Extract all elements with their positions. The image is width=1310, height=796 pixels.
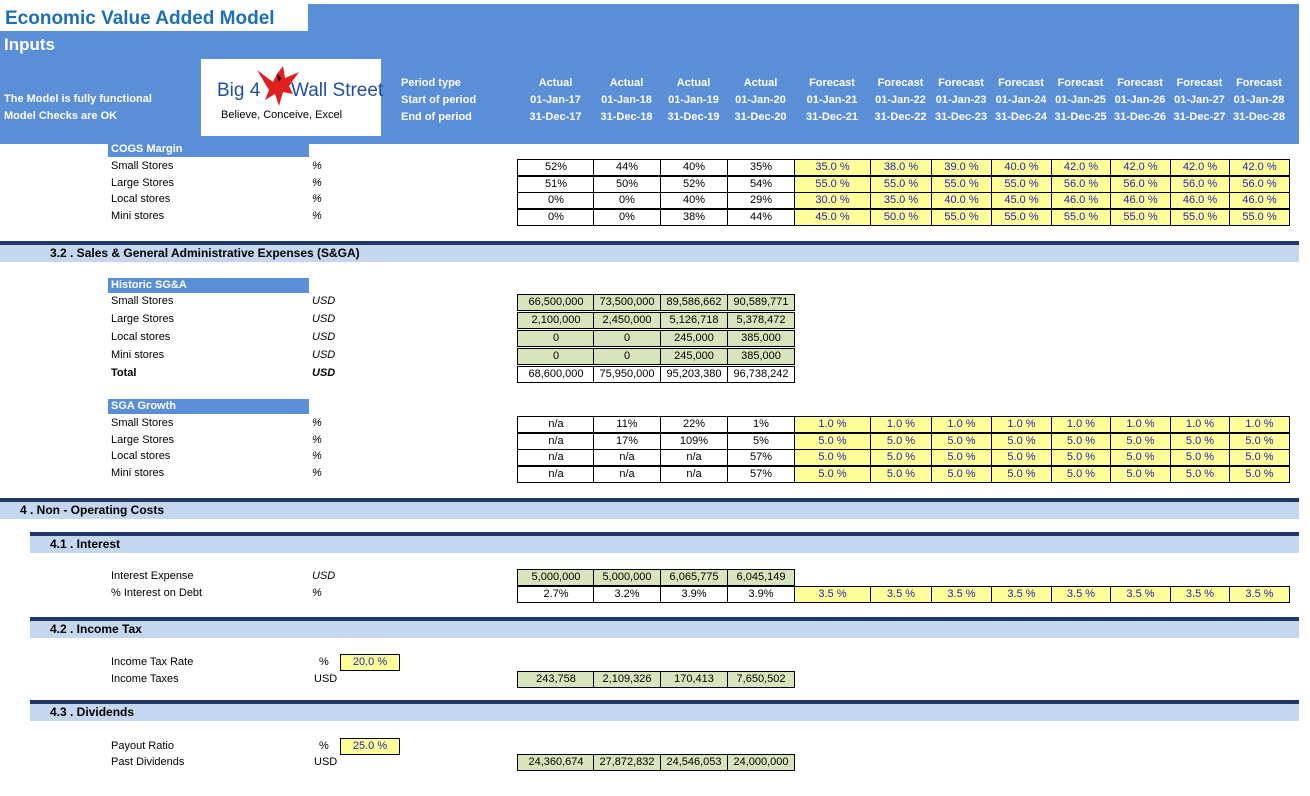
logo-big4: Big 4 [217, 80, 261, 101]
table-cell: 5,378,472 [727, 312, 795, 329]
table-cell: 0 [593, 330, 661, 347]
dividends-title: 4.3 . Dividends [30, 704, 1299, 721]
table-cell: 0 [517, 348, 595, 365]
row-unit: % [312, 466, 322, 479]
column-type-9: Forecast [1117, 77, 1163, 89]
table-cell: n/a [593, 449, 661, 466]
table-cell[interactable]: 46.0 % [1110, 192, 1171, 209]
column-end-3: 31-Dec-20 [734, 111, 787, 123]
table-cell[interactable]: 1.0 % [1170, 416, 1230, 433]
table-cell[interactable]: 3.5 % [794, 586, 871, 603]
table-cell[interactable]: 1.0 % [991, 416, 1052, 433]
table-cell[interactable]: 55.0 % [1051, 209, 1111, 226]
column-start-10: 01-Jan-27 [1174, 94, 1225, 106]
table-cell: 24,546,053 [660, 754, 728, 771]
table-cell: 0 [517, 330, 595, 347]
column-start-6: 01-Jan-23 [935, 94, 987, 106]
table-cell: 57% [727, 466, 795, 483]
column-type-5: Forecast [877, 77, 924, 89]
table-cell: 243,758 [517, 671, 595, 688]
column-start-4: 01-Jan-21 [806, 94, 858, 106]
table-cell[interactable]: 56.0 % [1110, 176, 1171, 193]
table-cell: 2,100,000 [517, 312, 595, 329]
table-cell: 44% [593, 159, 661, 176]
table-cell[interactable]: 30.0 % [794, 192, 871, 209]
row-label: Large Stores [111, 176, 174, 189]
cogs-margin-header: COGS Margin [108, 142, 309, 157]
table-cell[interactable]: 5.0 % [1051, 466, 1111, 483]
table-cell[interactable]: 35.0 % [870, 192, 932, 209]
row-unit: % [312, 160, 322, 172]
table-cell[interactable]: 55.0 % [991, 176, 1052, 193]
table-cell[interactable]: 55.0 % [991, 209, 1052, 226]
row-label: Large Stores [111, 433, 174, 446]
row-label: Small Stores [111, 417, 174, 429]
non-operating-title: 4 . Non - Operating Costs [0, 502, 1299, 519]
column-type-11: Forecast [1236, 77, 1282, 89]
table-cell: 0% [593, 209, 661, 226]
table-cell[interactable]: 5.0 % [931, 433, 992, 450]
table-cell: n/a [593, 466, 661, 483]
column-end-1: 31-Dec-18 [600, 111, 653, 123]
historic-sga-header: Historic SG&A [108, 278, 309, 293]
table-cell: 0% [517, 192, 595, 209]
row-label: Local stores [111, 450, 171, 462]
row-unit: % [312, 433, 322, 446]
column-type-3: Actual [743, 77, 778, 89]
table-cell: 73,500,000 [593, 294, 661, 311]
table-cell: 24,000,000 [727, 754, 795, 771]
row-label: Mini stores [111, 349, 165, 361]
table-cell[interactable]: 5.0 % [1170, 433, 1230, 450]
table-cell[interactable]: 5.0 % [870, 433, 932, 450]
table-cell[interactable]: 3.5 % [1229, 586, 1290, 603]
table-cell: 29% [727, 192, 795, 209]
column-start-5: 01-Jan-22 [875, 94, 926, 106]
column-start-9: 01-Jan-26 [1114, 94, 1166, 106]
column-type-4: Forecast [809, 77, 855, 89]
table-cell[interactable]: 3.5 % [1051, 586, 1111, 603]
column-type-7: Forecast [998, 77, 1044, 89]
table-cell[interactable]: 3.5 % [931, 586, 992, 603]
row-label: Large Stores [111, 313, 174, 325]
column-end-10: 31-Dec-27 [1173, 111, 1226, 123]
table-cell: 35% [727, 159, 795, 176]
table-cell: 109% [660, 433, 728, 450]
row-unit: USD [312, 349, 336, 361]
table-cell[interactable]: 5.0 % [870, 449, 932, 466]
column-start-7: 01-Jan-24 [995, 94, 1047, 106]
row-label: Local stores [111, 331, 171, 343]
table-cell: 2,109,326 [593, 671, 661, 688]
table-cell: 5,126,718 [660, 312, 728, 329]
table-cell[interactable]: 55.0 % [1170, 209, 1230, 226]
table-cell[interactable]: 42.0 % [1051, 159, 1111, 176]
logo-wallstreet: Wall Street [291, 80, 384, 101]
table-cell[interactable]: 5.0 % [794, 449, 871, 466]
table-cell[interactable]: 56.0 % [1051, 176, 1111, 193]
column-type-1: Actual [609, 77, 644, 89]
table-cell[interactable]: 5.0 % [1051, 433, 1111, 450]
table-cell: 5,000,000 [517, 569, 595, 586]
status-functional: The Model is fully functional [4, 93, 152, 105]
column-end-5: 31-Dec-22 [874, 111, 927, 123]
table-cell[interactable]: 5.0 % [1110, 449, 1171, 466]
table-cell[interactable]: 5.0 % [870, 466, 932, 483]
table-cell[interactable]: 3.5 % [991, 586, 1052, 603]
column-end-0: 31-Dec-17 [529, 111, 582, 123]
column-end-2: 31-Dec-19 [667, 111, 720, 123]
column-start-11: 01-Jan-28 [1233, 94, 1285, 106]
table-cell[interactable]: 5.0 % [1170, 466, 1230, 483]
table-cell: 6,065,775 [660, 569, 728, 586]
period-type-label: Period type [401, 77, 461, 89]
table-cell: 66,500,000 [517, 294, 595, 311]
row-unit: % [312, 587, 322, 599]
table-cell: 17% [593, 433, 661, 450]
table-cell[interactable]: 3.5 % [1110, 586, 1171, 603]
income-taxes-label: Income Taxes [111, 673, 179, 685]
table-cell: 3.9% [660, 586, 728, 603]
table-cell: 245,000 [660, 330, 728, 347]
table-cell: 7,650,502 [727, 671, 795, 688]
table-cell: 57% [727, 449, 795, 466]
table-cell[interactable]: 55.0 % [1229, 209, 1290, 226]
table-cell: 170,413 [660, 671, 728, 688]
table-cell[interactable]: 3.5 % [1170, 586, 1230, 603]
row-unit: % [312, 209, 322, 222]
table-cell: 96,738,242 [727, 366, 795, 383]
row-unit: USD [312, 295, 336, 307]
interest-title: 4.1 . Interest [30, 536, 1299, 553]
row-label: Local stores [111, 193, 171, 205]
table-cell[interactable]: 45.0 % [794, 209, 871, 226]
table-cell[interactable]: 1.0 % [1229, 416, 1290, 433]
table-cell[interactable]: 1.0 % [1110, 416, 1171, 433]
table-cell[interactable]: 1.0 % [931, 416, 992, 433]
period-start-label: Start of period [401, 94, 477, 106]
table-cell: 5,000,000 [593, 569, 661, 586]
table-cell[interactable]: 5.0 % [991, 449, 1052, 466]
column-end-6: 31-Dec-23 [935, 111, 987, 123]
row-label: Total [111, 367, 137, 379]
sga-growth-header: SGA Growth [108, 399, 309, 414]
table-cell: 38% [660, 209, 728, 226]
table-cell[interactable]: 55.0 % [870, 176, 932, 193]
past-dividends-label: Past Dividends [111, 756, 185, 768]
column-type-0: Actual [538, 77, 573, 89]
table-cell: 75,950,000 [593, 366, 661, 383]
table-cell: 68,600,000 [517, 366, 595, 383]
table-cell: 0 [593, 348, 661, 365]
table-cell[interactable]: 55.0 % [931, 176, 992, 193]
row-unit: USD [312, 570, 336, 582]
table-cell: 2,450,000 [593, 312, 661, 329]
column-start-1: 01-Jan-18 [601, 94, 652, 106]
table-cell: 1% [727, 416, 795, 433]
table-cell[interactable]: 46.0 % [1051, 192, 1111, 209]
table-cell: 385,000 [727, 348, 795, 365]
sga-section-title: 3.2 . Sales & General Administrative Expenses (S&GA) [0, 245, 1299, 262]
table-cell: 24,360,674 [517, 754, 595, 771]
table-cell: 51% [517, 176, 595, 193]
table-cell[interactable]: 5.0 % [931, 466, 992, 483]
table-cell: n/a [517, 416, 595, 433]
table-cell: 89,586,662 [660, 294, 728, 311]
table-cell[interactable]: 55.0 % [1110, 209, 1171, 226]
row-label: Mini stores [111, 466, 165, 479]
table-cell[interactable]: 5.0 % [1229, 449, 1290, 466]
table-cell[interactable]: 5.0 % [794, 466, 871, 483]
table-cell: 385,000 [727, 330, 795, 347]
status-checks: Model Checks are OK [4, 110, 118, 122]
table-cell[interactable]: 35.0 % [794, 159, 871, 176]
income-tax-rate-unit: % [319, 656, 329, 668]
table-cell[interactable]: 1.0 % [870, 416, 932, 433]
table-cell[interactable]: 45.0 % [991, 192, 1052, 209]
row-label: % Interest on Debt [111, 587, 203, 599]
table-cell: 3.2% [593, 586, 661, 603]
payout-ratio-input[interactable]: 25.0 % [340, 738, 400, 755]
column-type-10: Forecast [1176, 77, 1223, 89]
row-unit: % [312, 176, 322, 189]
table-cell[interactable]: 40.0 % [931, 192, 992, 209]
row-unit: USD [312, 331, 336, 343]
table-cell[interactable]: 55.0 % [931, 209, 992, 226]
table-cell: 52% [660, 176, 728, 193]
table-cell[interactable]: 5.0 % [991, 433, 1052, 450]
table-cell: n/a [517, 433, 595, 450]
table-cell[interactable]: 5.0 % [1110, 433, 1171, 450]
table-cell[interactable]: 5.0 % [1229, 466, 1290, 483]
table-cell[interactable]: 42.0 % [1110, 159, 1171, 176]
inputs-title: Inputs [4, 35, 55, 54]
table-cell[interactable]: 38.0 % [870, 159, 932, 176]
model-title: Economic Value Added Model [0, 4, 308, 31]
table-cell[interactable]: 46.0 % [1170, 192, 1230, 209]
payout-ratio-label: Payout Ratio [111, 740, 174, 752]
row-unit: % [312, 417, 322, 429]
table-cell[interactable]: 40.0 % [991, 159, 1052, 176]
column-start-3: 01-Jan-20 [735, 94, 786, 106]
table-cell: 90,589,771 [727, 294, 795, 311]
title-band [308, 4, 1299, 31]
column-start-2: 01-Jan-19 [668, 94, 719, 106]
table-cell[interactable]: 39.0 % [931, 159, 992, 176]
table-cell: 245,000 [660, 348, 728, 365]
column-end-4: 31-Dec-21 [806, 111, 858, 123]
logo [201, 59, 384, 136]
table-cell[interactable]: 50.0 % [870, 209, 932, 226]
period-end-label: End of period [401, 111, 472, 123]
table-cell[interactable]: 5.0 % [1170, 449, 1230, 466]
income-tax-title: 4.2 . Income Tax [30, 621, 1299, 638]
table-cell[interactable]: 5.0 % [1051, 449, 1111, 466]
table-cell: n/a [517, 466, 595, 483]
table-cell: n/a [660, 449, 728, 466]
logo-tagline: Believe, Conceive, Excel [221, 109, 343, 121]
row-label: Mini stores [111, 209, 165, 222]
table-cell[interactable]: 1.0 % [1051, 416, 1111, 433]
income-tax-rate-input[interactable]: 20.0 % [340, 654, 400, 671]
income-taxes-unit: USD [314, 673, 338, 685]
table-cell: 40% [660, 192, 728, 209]
table-cell[interactable]: 56.0 % [1170, 176, 1230, 193]
table-cell[interactable]: 3.5 % [870, 586, 932, 603]
table-cell: 40% [660, 159, 728, 176]
table-cell: 2.7% [517, 586, 595, 603]
row-unit: USD [312, 313, 336, 325]
table-cell: 27,872,832 [593, 754, 661, 771]
row-label: Interest Expense [111, 570, 194, 582]
table-cell[interactable]: 42.0 % [1229, 159, 1290, 176]
table-cell[interactable]: 1.0 % [794, 416, 871, 433]
table-cell: 44% [727, 209, 795, 226]
row-unit: USD [312, 367, 336, 379]
table-cell: 50% [593, 176, 661, 193]
table-cell: 11% [593, 416, 661, 433]
table-cell: n/a [517, 449, 595, 466]
table-cell[interactable]: 5.0 % [931, 449, 992, 466]
table-cell[interactable]: 56.0 % [1229, 176, 1290, 193]
table-cell: 22% [660, 416, 728, 433]
column-type-6: Forecast [938, 77, 984, 89]
column-end-9: 31-Dec-26 [1114, 111, 1166, 123]
row-unit: % [312, 193, 322, 205]
column-start-0: 01-Jan-17 [530, 94, 581, 106]
table-cell[interactable]: 46.0 % [1229, 192, 1290, 209]
table-cell[interactable]: 5.0 % [794, 433, 871, 450]
table-cell: 0% [593, 192, 661, 209]
table-cell[interactable]: 55.0 % [794, 176, 871, 193]
table-cell: 3.9% [727, 586, 795, 603]
past-dividends-unit: USD [314, 756, 338, 768]
column-start-8: 01-Jan-25 [1055, 94, 1106, 106]
column-type-8: Forecast [1057, 77, 1104, 89]
income-tax-rate-label: Income Tax Rate [111, 656, 194, 668]
table-cell[interactable]: 42.0 % [1170, 159, 1230, 176]
table-cell: 52% [517, 159, 595, 176]
table-cell[interactable]: 5.0 % [991, 466, 1052, 483]
column-type-2: Actual [676, 77, 711, 89]
row-unit: % [312, 450, 322, 462]
column-end-11: 31-Dec-28 [1233, 111, 1285, 123]
table-cell: 0% [517, 209, 595, 226]
table-cell: 6,045,149 [727, 569, 795, 586]
table-cell: 54% [727, 176, 795, 193]
table-cell[interactable]: 5.0 % [1229, 433, 1290, 450]
table-cell: n/a [660, 466, 728, 483]
table-cell[interactable]: 5.0 % [1110, 466, 1171, 483]
column-end-8: 31-Dec-25 [1054, 111, 1107, 123]
payout-ratio-unit: % [319, 740, 329, 752]
column-end-7: 31-Dec-24 [995, 111, 1047, 123]
row-label: Small Stores [111, 295, 174, 307]
table-cell: 95,203,380 [660, 366, 728, 383]
row-label: Small Stores [111, 160, 174, 172]
table-cell: 5% [727, 433, 795, 450]
